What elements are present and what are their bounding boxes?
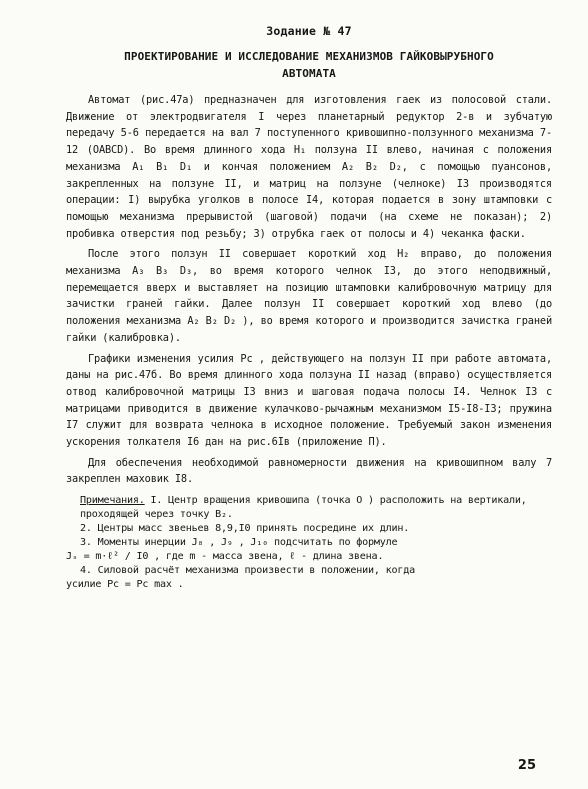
title-line-2: АВТОМАТА: [282, 67, 336, 80]
paragraph-1: Автомат (рис.47а) предназначен для изготовления гаек из полосовой стали. Движение от электродвигателя I через планетарный редуктор 2-в и зубчатую передачу 5-6 передается на вал 7 поступенного кривошипно-ползунного механизма 7-12 (OABCD). Во время длинного хода H₁ ползуна II влево, начиная с положения механизма A₁ B₁ D₁ и кончая положением A₂ B₂ D₂, с помощью пуансонов, закрепленных на ползуне II, и матриц на ползуне (челноке) I3 производятся операции: I) вырубка уголков в полосе I4, которая подается в зону штамповки с помощью механизма прерывистой (шаговой) подачи (на схеме не показан); 2) пробивка отверстия под резьбу; 3) отрубка гаек от полосы и 4) чеканка фаски.: [66, 94, 552, 240]
title-line-1: ПРОЕКТИРОВАНИЕ И ИССЛЕДОВАНИЕ МЕХАНИЗМОВ ГАЙКОВЫРУБНОГО: [124, 50, 494, 63]
notes-section: [66, 494, 552, 592]
page-number: 25: [517, 758, 536, 773]
note-1: [66, 494, 552, 522]
note-4-cont: усилие Pc = Pc max .: [66, 579, 184, 591]
note-4: 4. Силовой расчёт механизма произвести в положении, когда: [80, 565, 415, 577]
note-1-text: I. Центр вращения кривошипа (точка O ) расположить на вертикали, проходящей через точку B₂.: [80, 495, 527, 521]
paragraph-2: После этого ползун II совершает короткий ход H₂ вправо, до положения механизма A₃ B₃ D₃, во время которого челнок I3, до этого неподвижный, перемещается вверх и выставляет на позицию штамповки калибровочную матрицу для зачистки граней гайки. Далее ползун II совершает короткий ход влево (до положения механизма A₂ B₂ D₂ ), во время которого и производится зачистка граней гайки (калибровка).: [66, 248, 552, 344]
note-formula: Jₛ = m·ℓ² / I0 , где m - масса звена, ℓ - длина звена.: [66, 551, 384, 563]
note-2: 2. Центры масс звеньев 8,9,I0 принять посредине их длин.: [80, 523, 410, 535]
task-number: Зoдание № 47: [266, 24, 352, 38]
note-3: 3. Моменты инерции J₈ , J₉ , J₁₀ подсчитать по формуле: [80, 537, 398, 549]
document-title: [66, 48, 552, 82]
notes-label: Примечания.: [80, 495, 145, 507]
paragraph-4: Для обеспечения необходимой равномерности движения на кривошипном валу 7 закреплен маховик I8.: [66, 456, 552, 486]
paragraph-3: Графики изменения усилия Pc , действующего на ползун II при работе автомата, даны на рис.47б. Во время длинного хода ползуна II назад (вправо) осуществляется отвод калибровочной матрицы I3 вниз и шаговая подача полосы I4. Челнок I3 с матрицами приводится в движение кулачково-рычажным механизмом I5-I8-I3; пружина I7 служит для возврата челнока в исходное положение. Требуемый закон изменения ускорения толкателя I6 дан на рис.6Iв (приложение П).: [66, 352, 552, 449]
